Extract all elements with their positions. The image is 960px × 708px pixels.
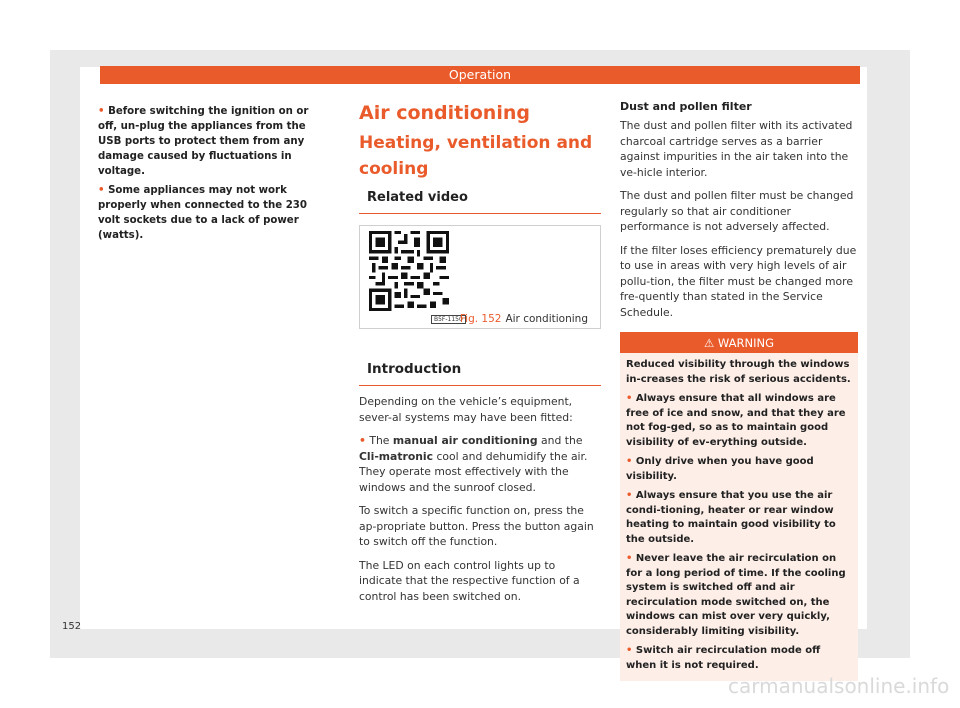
- bullet-dot-icon: •: [98, 185, 105, 196]
- bullet-dot-icon: •: [626, 393, 633, 404]
- figure-caption: [460, 313, 588, 325]
- middle-column: [359, 100, 601, 604]
- warning-bullet-text: Only drive when you have good visibility.: [626, 456, 814, 482]
- note-bullet: [98, 183, 330, 243]
- filter-heading: Dust and pollen filter: [620, 100, 752, 113]
- bold-term: manual air conditioning: [392, 434, 538, 447]
- paragraph: Depending on the vehicle’s equipment, sever-al systems may have been fitted:: [359, 395, 573, 424]
- warning-icon: ⚠: [703, 336, 715, 350]
- right-column: [620, 100, 858, 681]
- divider: [359, 213, 601, 214]
- bullet-dot-icon: •: [98, 106, 105, 117]
- watermark[interactable]: carmanualsonline.info: [728, 674, 950, 698]
- page-number: 152: [62, 621, 82, 632]
- note-text: Some appliances may not work properly when connected to the 230 volt sockets due to a lack of power (watts).: [98, 185, 307, 241]
- text-part: and the: [537, 434, 583, 447]
- warning-bullet-text: Always ensure that you use the air condi-tioning, heater or rear window heating to maintain good visibility to the outside.: [626, 490, 836, 545]
- figure-box: [359, 225, 601, 329]
- text-part: The: [369, 434, 393, 447]
- bold-term: Cli-matronic: [359, 449, 434, 463]
- warning-bullet-text: Never leave the air recirculation on for a long period of time. If the cooling system is switched off and air recirculation mode switched on, the windows can mist over very quickly, considerably limiting visibility.: [626, 553, 846, 637]
- warning-bullet: [626, 455, 852, 484]
- warning-header: [620, 333, 858, 353]
- figure-number: Fig. 152: [459, 313, 502, 325]
- related-video-heading: Related video: [367, 190, 468, 205]
- warning-bullet-text: Switch air recirculation mode off when it is not required.: [626, 645, 821, 671]
- section-subtitle: Heating, ventilation and cooling: [359, 133, 593, 179]
- note-text: Before switching the ignition on or off, un-plug the appliances from the USB ports to protect them from any damage caused by fluctuations in voltage.: [98, 106, 309, 177]
- paragraph-systems: [359, 433, 601, 495]
- bullet-dot-icon: •: [626, 645, 633, 656]
- text-part: cool and dehumidify the air. They operate most effectively with the windows and the sunroof closed.: [359, 449, 588, 494]
- left-column: [98, 104, 330, 247]
- paragraph: To switch a specific function on, press the ap-propriate button. Press the button again to switch off the function.: [359, 504, 594, 548]
- warning-bullet: [626, 644, 852, 673]
- paragraph: The LED on each control lights up to indicate that the respective function of a control has been switched on.: [359, 558, 580, 603]
- figure-code: B5F-1150: [431, 315, 466, 324]
- warning-box: [620, 332, 858, 681]
- warning-bullet: [626, 489, 852, 547]
- section-header: Operation: [100, 66, 860, 84]
- bullet-dot-icon: •: [626, 553, 633, 564]
- paragraph: The dust and pollen filter must be changed regularly so that air conditioner performance is not adversely affected.: [620, 189, 854, 233]
- paragraph: The dust and pollen filter with its activated charcoal cartridge serves as a barrier against impurities in the air taken into the ve-hicle interior.: [620, 119, 853, 179]
- paragraph: If the filter loses efficiency prematurely due to use in areas with very high levels of air pollu-tion, the filter must be changed more fre-quently than stated in the Service Schedule.: [620, 243, 857, 319]
- bullet-dot-icon: •: [626, 490, 633, 501]
- warning-bullet: [626, 552, 852, 639]
- introduction-heading: Introduction: [367, 361, 462, 377]
- qr-code-icon[interactable]: [369, 231, 449, 311]
- bullet-dot-icon: •: [626, 456, 633, 467]
- warning-bullet: [626, 392, 852, 450]
- section-title: Air conditioning: [359, 102, 530, 124]
- warning-bullet-text: Always ensure that all windows are free of ice and snow, and that they are not fog-ged, so as to maintain good visibility of ev-erything outside.: [626, 393, 846, 448]
- divider: [359, 385, 601, 386]
- warning-text: Reduced visibility through the windows in-creases the risk of serious accidents.: [626, 359, 851, 385]
- bullet-dot-icon: •: [359, 434, 366, 447]
- note-bullet: [98, 104, 330, 179]
- figure-caption-text: Air conditioning: [505, 313, 588, 325]
- warning-title: WARNING: [717, 336, 775, 350]
